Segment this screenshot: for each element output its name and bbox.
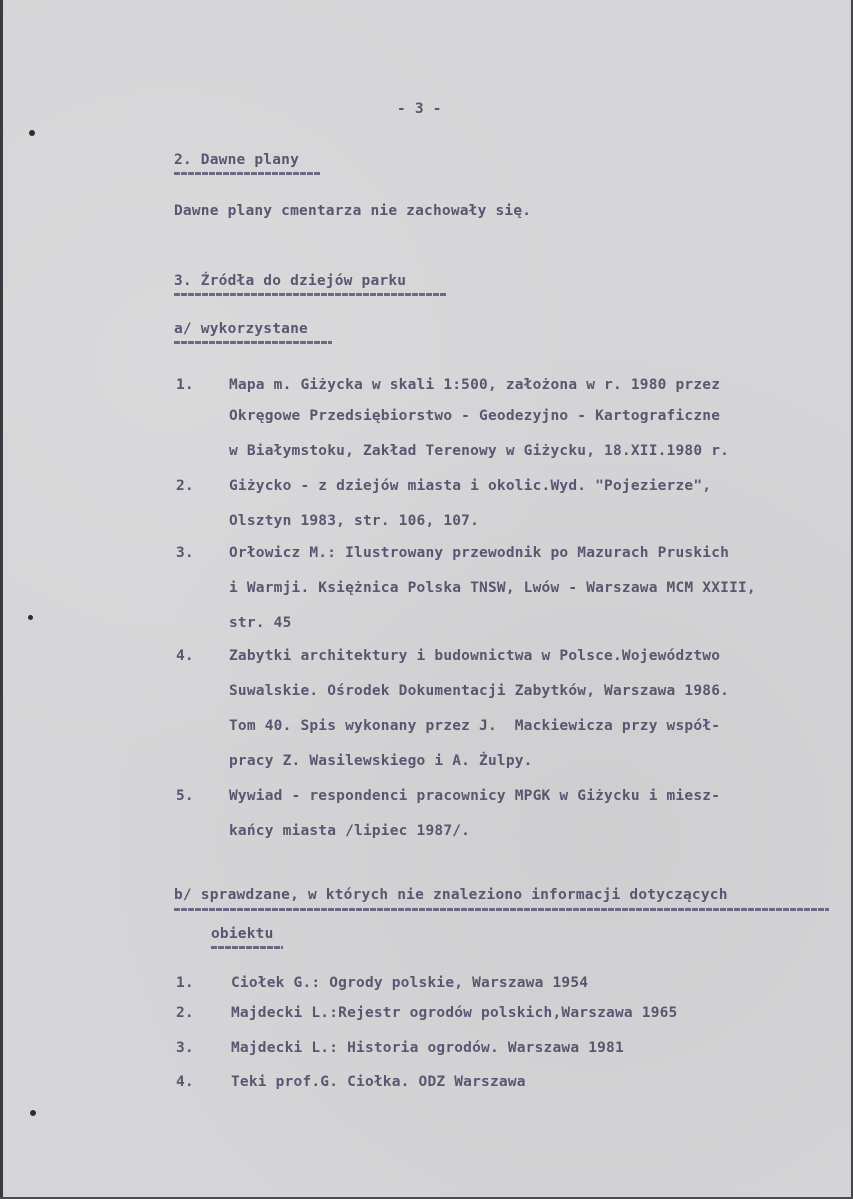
list-item-number: 5.: [176, 788, 194, 804]
list-item-line: Okręgowe Przedsiębiorstwo - Geodezyjno - Kartograficzne: [229, 408, 721, 424]
list-item-line: Orłowicz M.: Ilustrowany przewodnik po Mazurach Pruskich: [229, 545, 730, 561]
list-item-line: w Białymstoku, Zakład Terenowy w Giżycku, 18.XII.1980 r.: [229, 443, 730, 459]
punch-hole-mark: [29, 130, 35, 136]
list-item-text: Majdecki L.:Rejestr ogrodów polskich,Warszawa 1965: [231, 1005, 678, 1021]
list-item-text: Ciołek G.: Ogrody polskie, Warszawa 1954: [231, 975, 589, 991]
subsection-b-heading-continued: obiektu: [211, 926, 274, 942]
section-2-heading: 2. Dawne plany: [174, 152, 300, 168]
subsection-a-heading: a/ wykorzystane: [174, 321, 308, 337]
list-item-line: pracy Z. Wasilewskiego i A. Żulpy.: [229, 753, 533, 769]
scan-edge-left: [0, 0, 3, 1199]
list-item-line: i Warmji. Księżnica Polska TNSW, Lwów - Warszawa MCM XXIII,: [229, 580, 756, 596]
list-item-line: Zabytki architektury i budownictwa w Polsce.Województwo: [229, 648, 721, 664]
list-item-line: Tom 40. Spis wykonany przez J. Mackiewicza przy współ-: [229, 718, 721, 734]
list-item-text: Majdecki L.: Historia ogrodów. Warszawa 1981: [231, 1040, 624, 1056]
list-item-number: 4.: [176, 1074, 194, 1090]
list-item-line: str. 45: [229, 615, 292, 631]
section-2-body: Dawne plany cmentarza nie zachowały się.: [174, 203, 532, 219]
list-item-text: Teki prof.G. Ciołka. ODZ Warszawa: [231, 1074, 526, 1090]
heading-underline: [174, 908, 829, 911]
list-item-line: Mapa m. Giżycka w skali 1:500, założona w r. 1980 przez: [229, 377, 721, 393]
list-item-number: 2.: [176, 1005, 194, 1021]
list-item-line: Giżycko - z dziejów miasta i okolic.Wyd. "Pojezierze",: [229, 478, 712, 494]
section-3-heading: 3. Źródła do dziejów parku: [174, 273, 407, 289]
punch-hole-mark: [30, 1110, 36, 1116]
list-item-number: 2.: [176, 478, 194, 494]
list-item-number: 1.: [176, 975, 194, 991]
subsection-b-heading: b/ sprawdzane, w których nie znaleziono informacji dotyczących: [174, 887, 728, 903]
list-item-number: 4.: [176, 648, 194, 664]
heading-underline: [174, 341, 332, 344]
list-item-number: 3.: [176, 545, 194, 561]
punch-hole-mark: [28, 615, 33, 620]
list-item-line: Olsztyn 1983, str. 106, 107.: [229, 513, 480, 529]
heading-underline: [174, 293, 446, 296]
page-number: - 3 -: [397, 101, 442, 117]
list-item-line: Suwalskie. Ośrodek Dokumentacji Zabytków, Warszawa 1986.: [229, 683, 730, 699]
list-item-line: Wywiad - respondenci pracownicy MPGK w Giżycku i miesz-: [229, 788, 721, 804]
list-item-number: 3.: [176, 1040, 194, 1056]
list-item-line: kańcy miasta /lipiec 1987/.: [229, 823, 471, 839]
list-item-number: 1.: [176, 377, 194, 393]
heading-underline: [174, 172, 320, 175]
heading-underline: [211, 946, 283, 949]
